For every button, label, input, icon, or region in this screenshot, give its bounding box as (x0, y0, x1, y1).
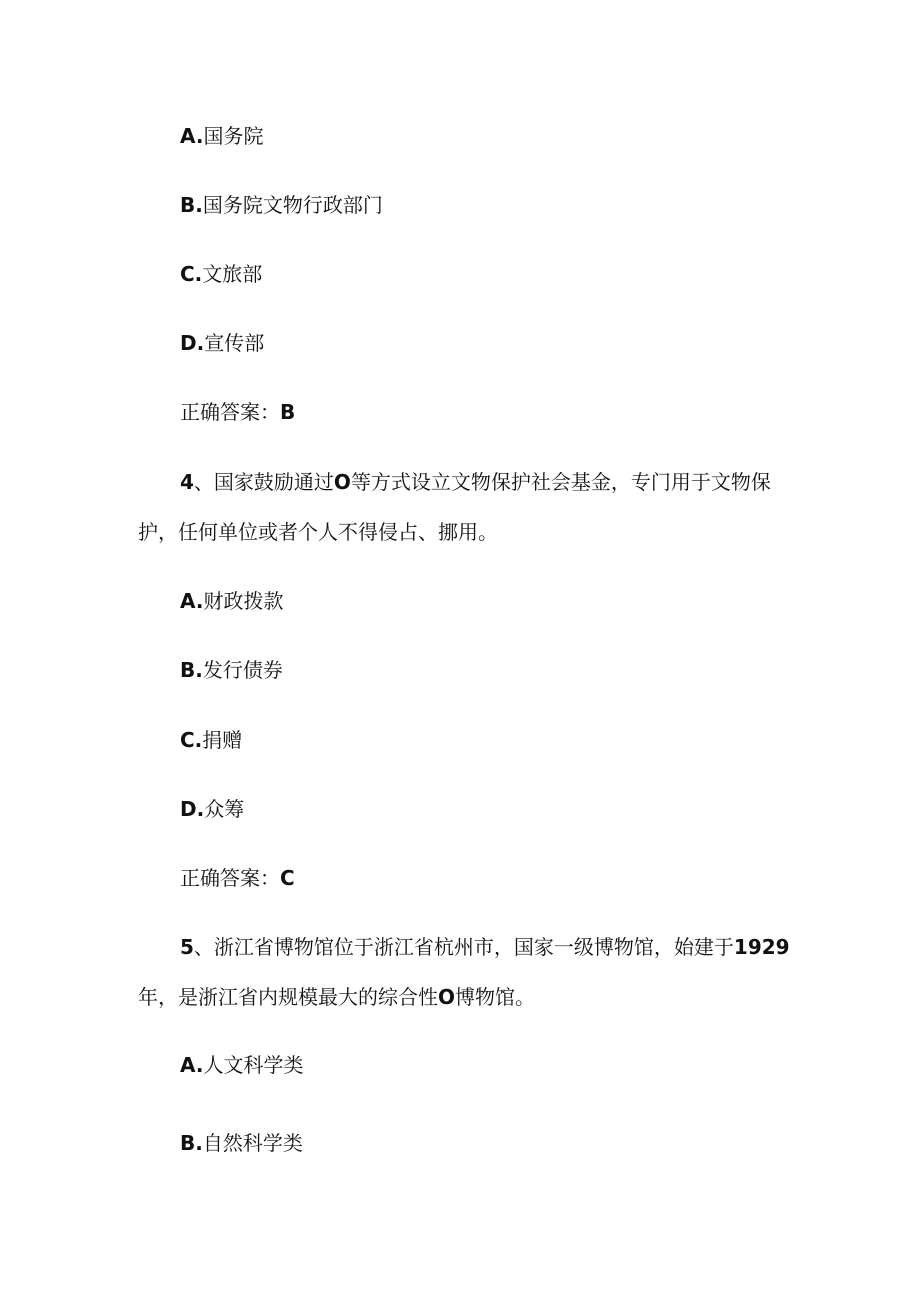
option-letter: C. (180, 728, 203, 752)
stem-text: 护，任何单位或者个人不得侵占、挪用。 (138, 520, 498, 544)
stem-text: 国家鼓励通过 (213, 470, 334, 494)
q4-option-a (180, 586, 283, 616)
q5-stem-line-1 (180, 932, 790, 962)
stem-text: 浙江省博物馆位于浙江省杭州市，国家一级博物馆，始建于 (213, 935, 734, 959)
question-sep: 、 (193, 935, 214, 959)
option-letter: B. (180, 658, 203, 682)
option-text: 众筹 (204, 797, 245, 821)
q3-answer (180, 397, 295, 427)
option-text: 发行债券 (202, 658, 283, 682)
blank-marker: O (438, 985, 456, 1009)
option-text: 宣传部 (204, 331, 265, 355)
q5-option-b (180, 1128, 303, 1158)
q4-stem-line-1 (180, 467, 771, 497)
option-letter: B. (180, 1131, 203, 1155)
stem-text: 年，是浙江省内规模最大的综合性 (138, 985, 438, 1009)
stem-text: 博物馆。 (455, 985, 536, 1009)
question-number: 4 (180, 470, 194, 494)
q3-option-c (180, 259, 262, 289)
q4-option-b (180, 655, 283, 685)
q5-option-a (180, 1050, 303, 1080)
option-letter: D. (180, 797, 205, 821)
option-text: 捐赠 (202, 728, 243, 752)
option-text: 国务院 (203, 124, 264, 148)
option-letter: A. (180, 589, 204, 613)
stem-text: 等方式设立文物保护社会基金，专门用于文物保 (350, 470, 771, 494)
option-text: 自然科学类 (202, 1131, 303, 1155)
option-text: 文旅部 (202, 262, 263, 286)
option-text: 人文科学类 (203, 1053, 304, 1077)
answer-label: 正确答案： (180, 400, 280, 424)
option-letter: A. (180, 124, 204, 148)
option-letter: C. (180, 262, 203, 286)
q4-option-d (180, 794, 244, 824)
option-letter: D. (180, 331, 205, 355)
option-text: 财政拨款 (203, 589, 284, 613)
question-number: 5 (180, 935, 194, 959)
answer-value: B (280, 400, 296, 424)
q4-option-c (180, 725, 242, 755)
q4-stem-line-2 (138, 517, 498, 547)
q4-answer (180, 863, 295, 893)
q3-option-a (180, 121, 263, 151)
year-value: 1929 (733, 935, 790, 959)
answer-label: 正确答案： (180, 866, 280, 890)
question-sep: 、 (193, 470, 214, 494)
blank-marker: O (333, 470, 351, 494)
option-letter: B. (180, 193, 203, 217)
answer-value: C (280, 866, 295, 890)
q3-option-b (180, 190, 383, 220)
q5-stem-line-2 (138, 982, 535, 1012)
q3-option-d (180, 328, 264, 358)
option-letter: A. (180, 1053, 204, 1077)
option-text: 国务院文物行政部门 (202, 193, 383, 217)
